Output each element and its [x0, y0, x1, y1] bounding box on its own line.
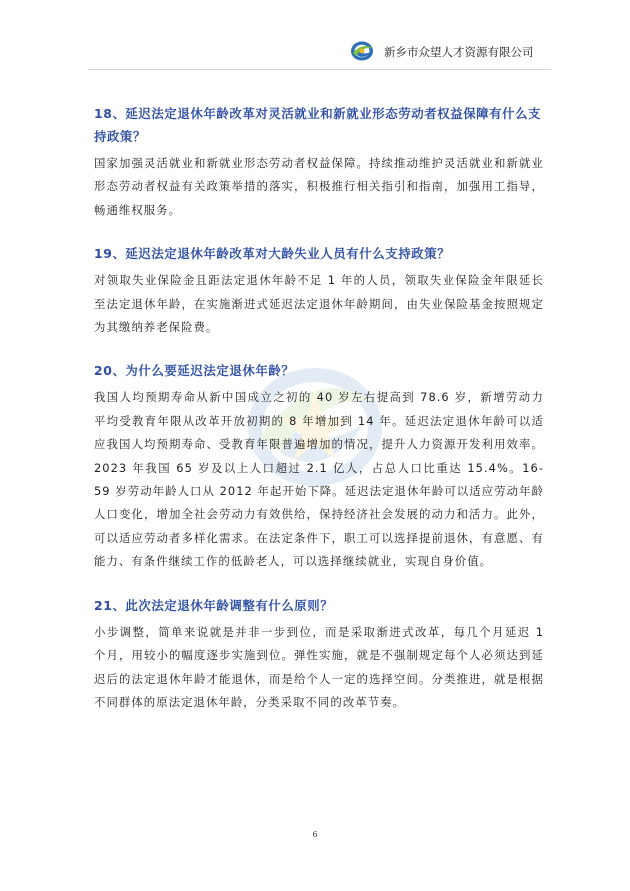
page-header: [0, 30, 630, 70]
qa-section-18: [94, 102, 544, 222]
question-heading: 19、延迟法定退休年龄改革对大龄失业人员有什么支持政策？: [94, 246, 451, 262]
qa-section-20: [94, 359, 544, 573]
question-heading: 20、为什么要延迟法定退休年龄？: [94, 363, 295, 379]
company-logo-icon: [348, 40, 376, 62]
answer-paragraph: 我国人均预期寿命从新中国成立之初的 40 岁左右提高到 78.6 岁，新增劳动力平均受教育年限从改革开放初期的 8 年增加到 14 年。延迟法定退休年龄可以适应我国人均预期寿命、受教育年限普遍增加的情况，提升人力资源开发利用效率。2023 年我国 65 岁及以上人口超过 2.1 亿人，占总人口比重达 15.4%。16-59 岁劳动年龄人口从 2012 年起开始下降。延迟法定退休年龄可以适应劳动年龄人口变化，增加全社会劳动力有效供给，保持经济社会发展的动力和活力。此外，可以适应劳动者多样化需求。在法定条件下，职工可以选择提前退休，有意愿、有能力、有条件继续工作的低龄老人，可以选择继续就业，实现自身价值。: [94, 390, 544, 569]
answer-paragraph: 对领取失业保险金且距法定退休年龄不足 1 年的人员，领取失业保险金年限延长至法定退休年龄，在实施渐进式延迟法定退休年龄期间，由失业保险基金按照规定为其缴纳养老保险费。: [94, 273, 544, 335]
qa-section-19: [94, 242, 544, 339]
answer-paragraph: 小步调整，简单来说就是并非一步到位，而是采取渐进式改革，每几个月延迟 1 个月，用较小的幅度逐步实施到位。弹性实施，就是不强制规定每个人必须达到延迟后的法定退休年龄才能退休，而是给个人一定的选择空间。分类推进，就是根据不同群体的原法定退休年龄，分类采取不同的改革节奏。: [94, 624, 544, 709]
document-body: [94, 102, 544, 714]
qa-section-21: [94, 594, 544, 715]
page-number: 6: [312, 830, 318, 839]
company-name: 新乡市众望人才资源有限公司: [384, 45, 534, 59]
answer-paragraph: 国家加强灵活就业和新就业形态劳动者权益保障。持续推动维护灵活就业和新就业形态劳动者权益有关政策举措的落实，积极推行相关指引和指南，加强用工指导，畅通维权服务。: [94, 156, 544, 217]
question-heading: 18、延迟法定退休年龄改革对灵活就业和新就业形态劳动者权益保障有什么支持政策？: [94, 106, 542, 144]
question-heading: 21、此次法定退休年龄调整有什么原则？: [94, 597, 334, 613]
header-divider: [88, 69, 551, 70]
